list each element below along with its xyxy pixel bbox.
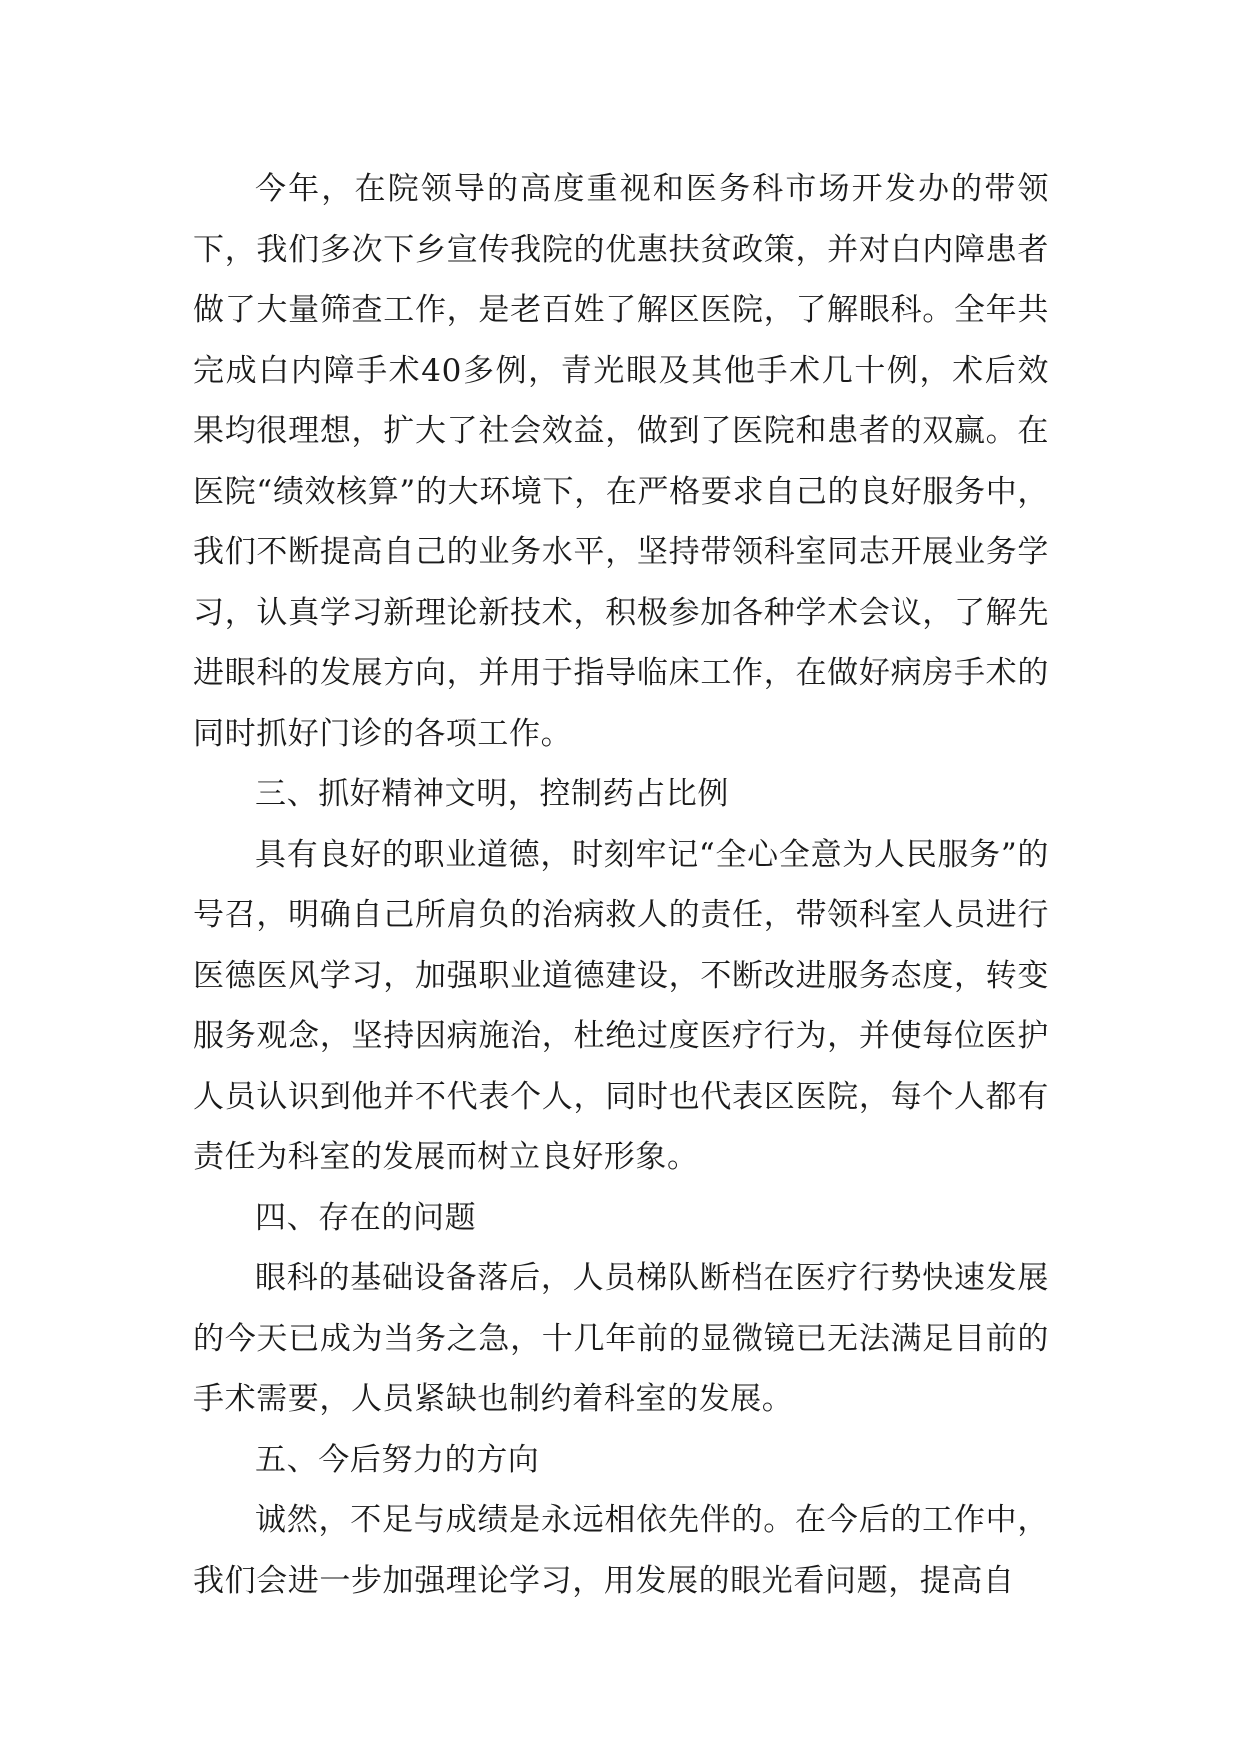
paragraph-equipment-problems: 眼科的基础设备落后，人员梯队断档在医疗行势快速发展的今天已成为当务之急，十几年前的显微镜已无法满足目前的手术需要，人员紧缺也制约着科室的发展。: [193, 1260, 1049, 1417]
section-heading-spiritual-civilization: 三、抓好精神文明，控制药占比例: [255, 776, 729, 812]
paragraph-future-work: 诚然，不足与成绩是永远相依先伴的。在今后的工作中，我们会进一步加强理论学习，用发展的眼光看问题，提高自: [193, 1502, 1049, 1599]
paragraph-professional-ethics: 具有良好的职业道德，时刻牢记“全心全意为人民服务”的号召，明确自己所肩负的治病救人的责任，带领科室人员进行医德医风学习，加强职业道德建设，不断改进服务态度，转变服务观念，坚持因病施治，杜绝过度医疗行为，并使每位医护人员认识到他并不代表个人，同时也代表区医院，每个人都有责任为科室的发展而树立良好形象。: [193, 836, 1049, 1175]
section-heading-existing-problems: 四、存在的问题: [255, 1199, 477, 1236]
section-heading-future-direction: 五、今后努力的方向: [255, 1441, 540, 1478]
paragraph-cataract-screening: 今年，在院领导的高度重视和医务科市场开发办的带领下，我们多次下乡宣传我院的优惠扶贫政策，并对白内障患者做了大量筛查工作，是老百姓了解区医院，了解眼科。全年共完成白内障手术40多例，青光眼及其他手术几十例，术后效果均很理想，扩大了社会效益，做到了医院和患者的双赢。在医院“绩效核算”的大环境下，在严格要求自己的良好服务中，我们不断提高自己的业务水平，坚持带领科室同志开展业务学习，认真学习新理论新技术，积极参加各种学术会议，了解先进眼科的发展方向，并用于指导临床工作，在做好病房手术的同时抓好门诊的各项工作。: [193, 171, 1049, 752]
document-body: [193, 159, 1049, 1611]
